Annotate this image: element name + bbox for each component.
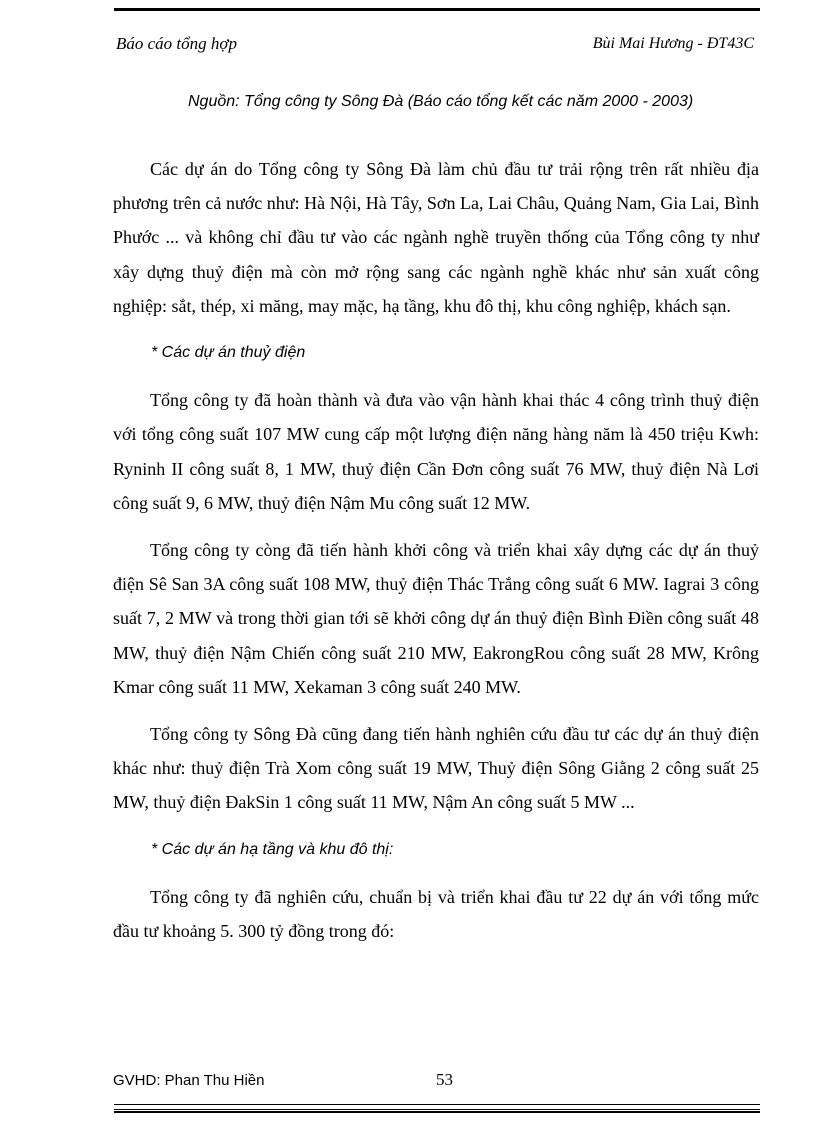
header-rule <box>114 8 760 11</box>
source-note: Nguồn: Tổng công ty Sông Đà (Báo cáo tổng kết các năm 2000 - 2003) <box>188 93 694 110</box>
paragraph-hydropower-research: Tổng công ty Sông Đà cũng đang tiến hành nghiên cứu đầu tư các dự án thuỷ điện khác như: thuỷ điện Trà Xom công suất 19 MW, Thuỷ điện Sông Giằng 2 công suất 25 MW, thuỷ điện ĐakSin 1 công suất 11 MW, Nậm An công suất 5 MW ... <box>113 724 759 813</box>
footer-rule <box>114 1109 760 1113</box>
paragraph-completed-hydropower: Tổng công ty đã hoàn thành và đưa vào vận hành khai thác 4 công trình thuỷ điện với tổng công suất 107 MW cung cấp một lượng điện năng hàng năm là 450 triệu Kwh: Ryninh II công suất 8, 1 MW, thuỷ điện Cần Đơn công suất 76 MW, thuỷ điện Nà Lơi công suất 9, 6 MW, thuỷ điện Nậm Mu công suất 12 MW. <box>113 390 759 513</box>
page-number: 53 <box>436 1070 453 1089</box>
body-text <box>113 152 759 961</box>
paragraph-infrastructure-investment: Tổng công ty đã nghiên cứu, chuẩn bị và triển khai đầu tư 22 dự án với tổng mức đầu tư khoảng 5. 300 tỷ đồng trong đó: <box>113 886 759 942</box>
footer-rule-thin <box>114 1104 760 1105</box>
heading-infrastructure-projects: * Các dự án hạ tầng và khu đô thị: <box>151 840 394 858</box>
paragraph-projects-overview: Các dự án do Tổng công ty Sông Đà làm chủ đầu tư trải rộng trên rất nhiều địa phương trên cả nước như: Hà Nội, Hà Tây, Sơn La, Lai Châu, Quảng Nam, Gia Lai, Bình Phước ... và không chỉ đầu tư vào các ngành nghề truyền thống của Tổng công ty như xây dựng thuỷ điện mà còn mở rộng sang các ngành nghề khác như sản xuất công nghiệp: sắt, thép, xi măng, may mặc, hạ tầng, khu đô thị, khu công nghiệp, khách sạn. <box>113 159 759 316</box>
paragraph-hydropower-under-construction: Tổng công ty còng đã tiến hành khởi công và triển khai xây dựng các dự án thuỷ điện Sê San 3A công suất 108 MW, thuỷ điện Thác Trắng công suất 6 MW. Iagrai 3 công suất 7, 2 MW và trong thời gian tới sẽ khởi công dự án thuỷ điện Bình Điền công suất 48 MW, thuỷ điện Nậm Chiến công suất 210 MW, EakrongRou công suất 28 MW, Krông Kmar công suất 11 MW, Xekaman 3 công suất 240 MW. <box>113 540 759 697</box>
header-author: Bùi Mai Hương - ĐT43C <box>592 35 754 52</box>
header-report-title: Báo cáo tổng hợp <box>116 34 237 53</box>
footer-supervisor: GVHD: Phan Thu Hiền <box>113 1072 265 1089</box>
heading-hydropower-projects: * Các dự án thuỷ điện <box>151 344 306 362</box>
